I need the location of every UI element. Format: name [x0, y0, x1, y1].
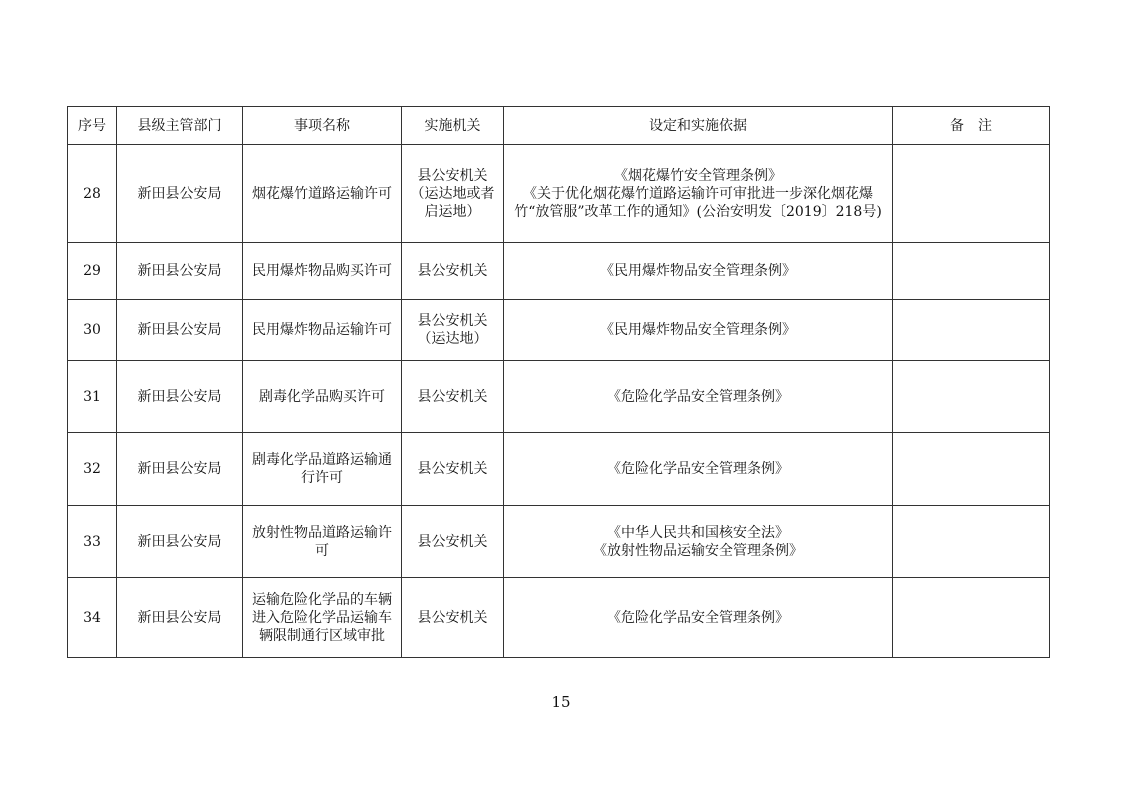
row-remark	[893, 243, 1050, 300]
row-basis	[504, 300, 893, 361]
row-org: 县公安机关	[402, 506, 504, 578]
row-no: 32	[68, 433, 117, 506]
basis-line: 《关于优化烟花爆竹道路运输许可审批进一步深化烟花爆竹“放管服”改革工作的通知》(公治安明发〔2019〕218号)	[514, 185, 882, 220]
header-dept: 县级主管部门	[117, 107, 243, 145]
row-dept: 新田县公安局	[117, 361, 243, 433]
row-dept: 新田县公安局	[117, 578, 243, 658]
row-org: 县公安机关	[402, 578, 504, 658]
row-org: 县公安机关（运达地或者启运地）	[402, 145, 504, 243]
row-dept: 新田县公安局	[117, 506, 243, 578]
table-row	[68, 506, 1050, 578]
row-dept: 新田县公安局	[117, 300, 243, 361]
row-dept: 新田县公安局	[117, 433, 243, 506]
row-remark	[893, 300, 1050, 361]
row-item: 运输危险化学品的车辆进入危险化学品运输车辆限制通行区域审批	[243, 578, 402, 658]
basis-line: 《民用爆炸物品安全管理条例》	[600, 263, 796, 279]
row-dept: 新田县公安局	[117, 145, 243, 243]
page-number: 15	[551, 693, 571, 711]
header-org: 实施机关	[402, 107, 504, 145]
basis-line: 《危险化学品安全管理条例》	[607, 461, 789, 477]
row-basis	[504, 361, 893, 433]
row-no: 34	[68, 578, 117, 658]
row-basis	[504, 506, 893, 578]
basis-line: 《危险化学品安全管理条例》	[607, 388, 789, 405]
row-item: 剧毒化学品购买许可	[243, 361, 402, 433]
row-item: 民用爆炸物品购买许可	[243, 243, 402, 300]
header-remark: 备 注	[893, 107, 1050, 145]
table-row	[68, 578, 1050, 658]
row-no: 29	[68, 243, 117, 300]
row-no: 31	[68, 361, 117, 433]
row-dept: 新田县公安局	[117, 243, 243, 300]
row-item: 剧毒化学品道路运输通行许可	[243, 433, 402, 506]
table-header-row	[68, 107, 1050, 145]
row-remark	[893, 578, 1050, 658]
row-remark	[893, 361, 1050, 433]
row-basis	[504, 243, 893, 300]
header-basis: 设定和实施依据	[504, 107, 893, 145]
table-row	[68, 300, 1050, 361]
row-remark	[893, 433, 1050, 506]
row-basis	[504, 433, 893, 506]
row-org: 县公安机关	[402, 433, 504, 506]
table-row	[68, 145, 1050, 243]
table-row	[68, 361, 1050, 433]
basis-line: 《中华人民共和国核安全法》	[607, 524, 789, 541]
row-no: 30	[68, 300, 117, 361]
row-no: 33	[68, 506, 117, 578]
header-no: 序号	[68, 107, 117, 145]
basis-line: 《危险化学品安全管理条例》	[607, 609, 789, 626]
table-row	[68, 433, 1050, 506]
row-remark	[893, 145, 1050, 243]
row-basis	[504, 578, 893, 658]
row-item: 民用爆炸物品运输许可	[243, 300, 402, 361]
basis-line: 《民用爆炸物品安全管理条例》	[600, 322, 796, 338]
header-item: 事项名称	[243, 107, 402, 145]
row-remark	[893, 506, 1050, 578]
row-basis	[504, 145, 893, 243]
row-item: 放射性物品道路运输许可	[243, 506, 402, 578]
row-org: 县公安机关	[402, 243, 504, 300]
row-no: 28	[68, 145, 117, 243]
permit-table	[67, 106, 1050, 658]
basis-line: 《烟花爆竹安全管理条例》	[614, 167, 782, 184]
basis-line: 《放射性物品运输安全管理条例》	[593, 542, 803, 559]
row-org: 县公安机关	[402, 361, 504, 433]
row-org: 县公安机关（运达地）	[402, 300, 504, 361]
row-item: 烟花爆竹道路运输许可	[243, 145, 402, 243]
table-row	[68, 243, 1050, 300]
